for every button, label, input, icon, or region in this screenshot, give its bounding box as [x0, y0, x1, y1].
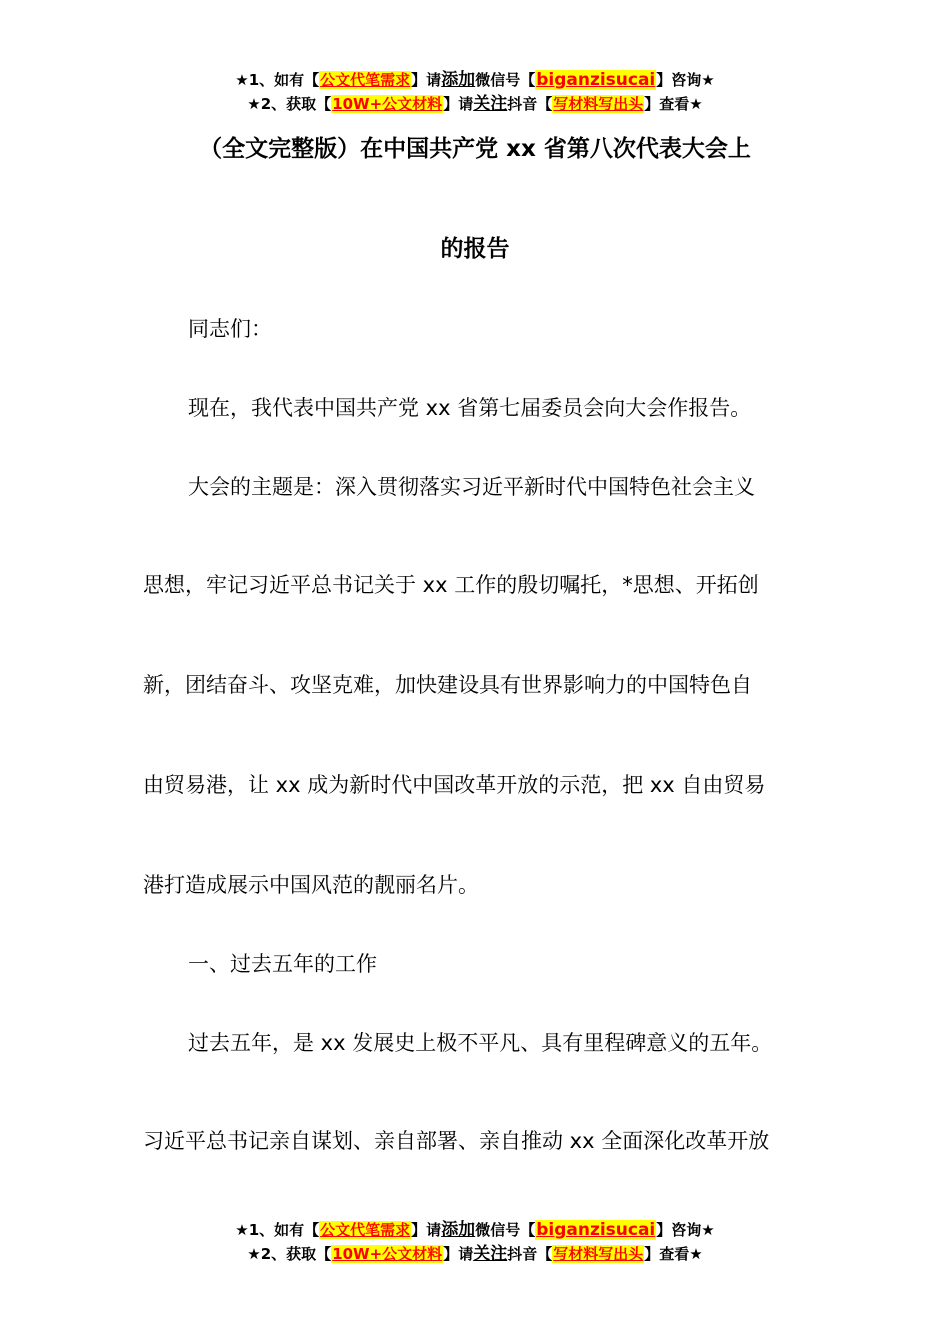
banner-highlight: 公文代笔需求: [320, 71, 411, 89]
bottom-banner: [0, 1218, 950, 1266]
banner-line-2: ★2、获取【10W+公文材料】请关注抖音【写材料写出头】查看★: [247, 94, 703, 114]
body-line: 港打造成展示中国风范的靓丽名片。: [143, 873, 479, 897]
body-line: 新，团结奋斗、攻坚克难，加快建设具有世界影响力的中国特色自: [143, 673, 752, 697]
body-line: 大会的主题是：深入贯彻落实习近平新时代中国特色社会主义: [188, 475, 755, 499]
body-line: 过去五年，是 xx 发展史上极不平凡、具有里程碑意义的五年。: [188, 1031, 773, 1055]
section-heading: 一、过去五年的工作: [188, 952, 377, 976]
body-line: 现在，我代表中国共产党 xx 省第七届委员会向大会作报告。: [188, 396, 752, 420]
banner-wechat-id: biganzisucai: [536, 70, 656, 90]
document-title-line-2: 的报告: [440, 236, 510, 262]
banner-highlight: 10W+公文材料: [332, 95, 443, 113]
banner-line-1: ★1、如有【公文代笔需求】请添加微信号【biganzisucai】咨询★: [235, 1220, 715, 1240]
banner-wechat-id: biganzisucai: [536, 1220, 656, 1240]
body-line: 同志们：: [188, 317, 272, 341]
banner-line-1: ★1、如有【公文代笔需求】请添加微信号【biganzisucai】咨询★: [235, 70, 715, 90]
banner-douyin-id: 写材料写出头: [553, 95, 644, 113]
body-line: 习近平总书记亲自谋划、亲自部署、亲自推动 xx 全面深化改革开放: [143, 1129, 770, 1153]
banner-highlight: 公文代笔需求: [320, 1221, 411, 1239]
banner-line-2: ★2、获取【10W+公文材料】请关注抖音【写材料写出头】查看★: [247, 1244, 703, 1264]
top-banner: [0, 68, 950, 116]
banner-highlight: 10W+公文材料: [332, 1245, 443, 1263]
body-line: 由贸易港，让 xx 成为新时代中国改革开放的示范，把 xx 自由贸易: [143, 773, 766, 797]
document-title-line-1: （全文完整版）在中国共产党 xx 省第八次代表大会上: [199, 136, 751, 162]
banner-douyin-id: 写材料写出头: [553, 1245, 644, 1263]
body-line: 思想，牢记习近平总书记关于 xx 工作的殷切嘱托，*思想、开拓创: [143, 573, 759, 597]
